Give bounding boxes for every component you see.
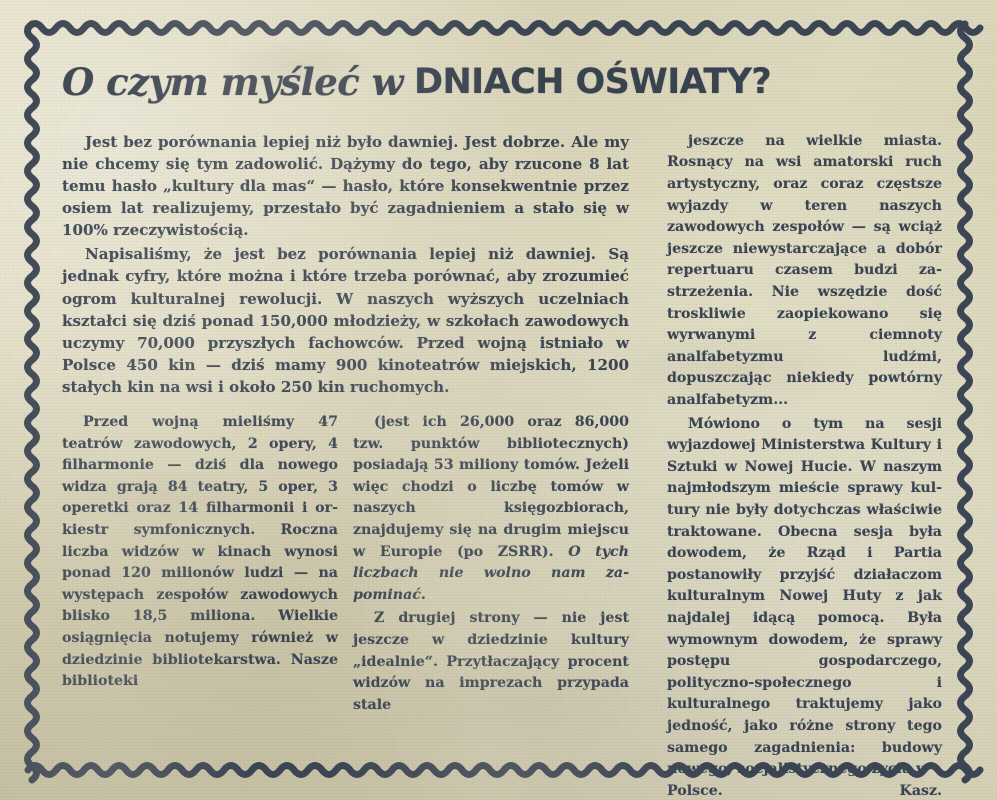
- author-signature: Kasz.: [899, 782, 942, 799]
- paragraph: [353, 412, 629, 606]
- headline-caps-part: DNIACH OŚWIATY?: [414, 62, 772, 103]
- paragraph: jeszcze na wielkie miasta. Rosnący na wsi amatorski ruch artystyczny, oraz coraz częstsze wyjazdy w teren naszych zawodowych zespołów — są wciąż jeszcze niewystarczające a dobór repertuaru czasem budzi zastrzeżenia. Nie wszędzie dość troskliwie zaopiekowano się wyrwanymi z ciemnoty analfabetyzmu ludźmi, dopuszczając niekiedy powtórny analfabetyzm...: [667, 132, 942, 408]
- closing-word: Polsce.: [667, 782, 723, 799]
- article-headline: [62, 55, 942, 109]
- column-gutter: [338, 412, 353, 716]
- headline-italic-part: O czym myśleć w: [62, 60, 404, 105]
- paragraph: Przed wojną mieliśmy 47 teatrów zawodowych, 2 opery, 4 filharmonie — dziś dla nowego widza grają 84 teatry, 5 oper, 3 operetki oraz 14 filharmonii i orkiestr symfonicznych. Roczna liczba widzów w kinach wynosi ponad 120 milionów ludzi — na występach zespołów zawodowych blisko 18,5 miliona. Wielkie osiągnięcia notujemy również w dziedzinie bibliotekarstwa. Nasze biblioteki: [62, 414, 338, 690]
- left-subcolumn-one: [62, 412, 338, 716]
- paragraph: Napisaliśmy, że jest bez porównania lepiej niż dawniej. Są jednak cyfry, które można i które trzeba porównać, aby zrozumieć ogrom kulturalnej rewolucji. W naszych wyższych uczelniach kształci się dziś ponad 150,000 młodzieży, w szkołach zawodowych uczymy 70,000 przyszłych fachowców. Przed wojną istniało w Polsce 450 kin — dziś mamy 900 kinoteatrów miejskich, 1200 stałych kin na wsi i około 250 kin ruchomych.: [62, 245, 629, 396]
- article-column-layout: [62, 131, 942, 800]
- closing-line-with-signature: [667, 781, 942, 800]
- paragraph: Jest bez porównania lepiej niż było dawniej. Jest dobrze. Ale my nie chcemy się tym zadowolić. Dążymy do tego, aby rzucone 8 lat temu hasło „kultury dla mas“ — hasło, które konsekwentnie przez osiem lat realizujemy, przestało być zagadnieniem a stało się w 100% rzeczywistością.: [62, 132, 629, 240]
- paragraph-italic-text: O tych liczbach nie wolno nam zapominać.: [353, 543, 629, 603]
- left-subcolumn-two: [353, 412, 629, 716]
- paragraph: Mówiono o tym na sesji wyjazdowej Ministerstwa Kultury i Sztuki w Nowej Hucie. W naszym najmłodszym mieście sprawy kultury nie były dotychczas właściwie traktowane. Obecna sesja była dowodem, że Rząd i Partia postanowiły przyjść działaczom kulturalnym Nowej Huty z jak najdalej idącą pomocą. Była wymownym dowodem, że sprawy postępu gospodarczego, polityczno-społecznego i kulturalnego traktujemy jako jedność, jako różne strony tego samego zagadnienia: budowy nowego, socjalistycznego życia w: [667, 415, 942, 778]
- left-column-subcolumns: [62, 412, 629, 716]
- left-column: [62, 131, 629, 800]
- article-content: [62, 34, 942, 799]
- right-column: [667, 131, 942, 800]
- column-gutter: [629, 131, 667, 800]
- paragraph: Z drugiej strony — nie jest jeszcze w dziedzinie kultury „idealnie“. Przytłaczający procent widzów na imprezach przypada stale: [353, 610, 629, 713]
- paragraph-lead-text: (jest ich 26,000 oraz 86,000 tzw. punktów bibliotecznych) posiadają 53 miliony tomów. Jeżeli więc chodzi o liczbę tomów w naszych księgozbiorach, znajdujemy się na drugim miejscu w Europie (po ZSRR).: [353, 414, 629, 560]
